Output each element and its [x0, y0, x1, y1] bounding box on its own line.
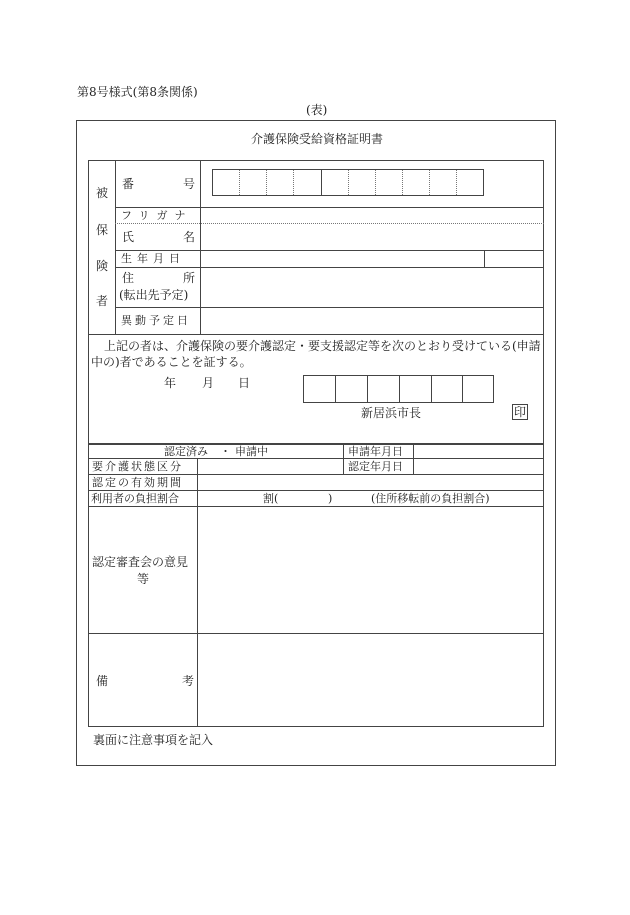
form-number: 第8号様式(第8条関係) — [77, 85, 198, 99]
certification-date-input[interactable] — [415, 460, 542, 473]
number-label-b: 号 — [183, 177, 196, 191]
remarks-label-a: 備 — [96, 674, 109, 688]
committee-opinion-label-2: 等 — [137, 572, 150, 586]
certification-text-line-2: 中の)者であることを証する。 — [91, 355, 252, 369]
address-input[interactable] — [202, 269, 542, 306]
validity-input[interactable] — [199, 476, 542, 489]
burden-close: ) — [328, 492, 333, 505]
cert-year-label: 年 — [164, 376, 177, 390]
burden-ratio-input[interactable] — [284, 492, 324, 505]
issuer-name: 新居浜市長 — [361, 406, 422, 420]
address-sub-label: (転出先予定) — [119, 288, 189, 302]
insured-label-char-2: 保 — [96, 223, 109, 237]
certification-text-line-1: 上記の者は、介護保険の要介護認定・要支援認定等を次のとおり受けている(申請 — [104, 339, 541, 353]
remarks-label-b: 考 — [182, 674, 195, 688]
remarks-input[interactable] — [199, 635, 542, 726]
cert-day-label: 日 — [238, 376, 251, 390]
change-date-input[interactable] — [202, 309, 542, 333]
number-label-a: 番 — [122, 177, 135, 191]
insured-label-char-4: 者 — [96, 294, 109, 308]
application-date-label: 申請年月日 — [348, 445, 403, 458]
furigana-input[interactable] — [202, 209, 542, 222]
status-separator: ・ — [220, 445, 231, 458]
birthdate-input[interactable] — [202, 252, 482, 266]
care-level-input[interactable] — [199, 460, 341, 473]
pending-option[interactable]: 申請中 — [235, 445, 268, 458]
address-label-a: 住 — [122, 271, 135, 285]
care-level-label: 要介護状態区分 — [92, 460, 183, 473]
name-input[interactable] — [202, 225, 542, 249]
insured-label-char-3: 険 — [96, 259, 109, 273]
name-label-a: 氏 — [122, 230, 135, 244]
address-label-b: 所 — [183, 271, 196, 285]
committee-opinion-input[interactable] — [199, 508, 542, 632]
insured-label-char-1: 被 — [96, 186, 109, 200]
burden-label: 利用者の負担割合 — [91, 492, 179, 505]
burden-unit: 割( — [263, 492, 279, 505]
application-date-input[interactable] — [415, 446, 542, 457]
furigana-label: フリガナ — [121, 209, 193, 222]
committee-opinion-label-1: 認定審査会の意見 — [92, 555, 189, 569]
cert-month-label: 月 — [202, 376, 215, 390]
form-title: 介護保険受給資格証明書 — [251, 132, 384, 146]
burden-note: (住所移転前の負担割合) — [371, 492, 490, 505]
validity-label: 認定の有効期間 — [92, 476, 183, 489]
change-date-label: 異動予定日 — [121, 314, 191, 327]
name-label-b: 名 — [183, 230, 196, 244]
birthdate-label: 生年月日 — [121, 252, 185, 265]
seal-mark: 印 — [513, 405, 526, 419]
certification-date-label: 認定年月日 — [348, 460, 403, 473]
footer-note: 裏面に注意事項を記入 — [93, 733, 214, 747]
form-side-label: (表) — [306, 103, 328, 117]
certified-option[interactable]: 認定済み — [164, 445, 208, 458]
